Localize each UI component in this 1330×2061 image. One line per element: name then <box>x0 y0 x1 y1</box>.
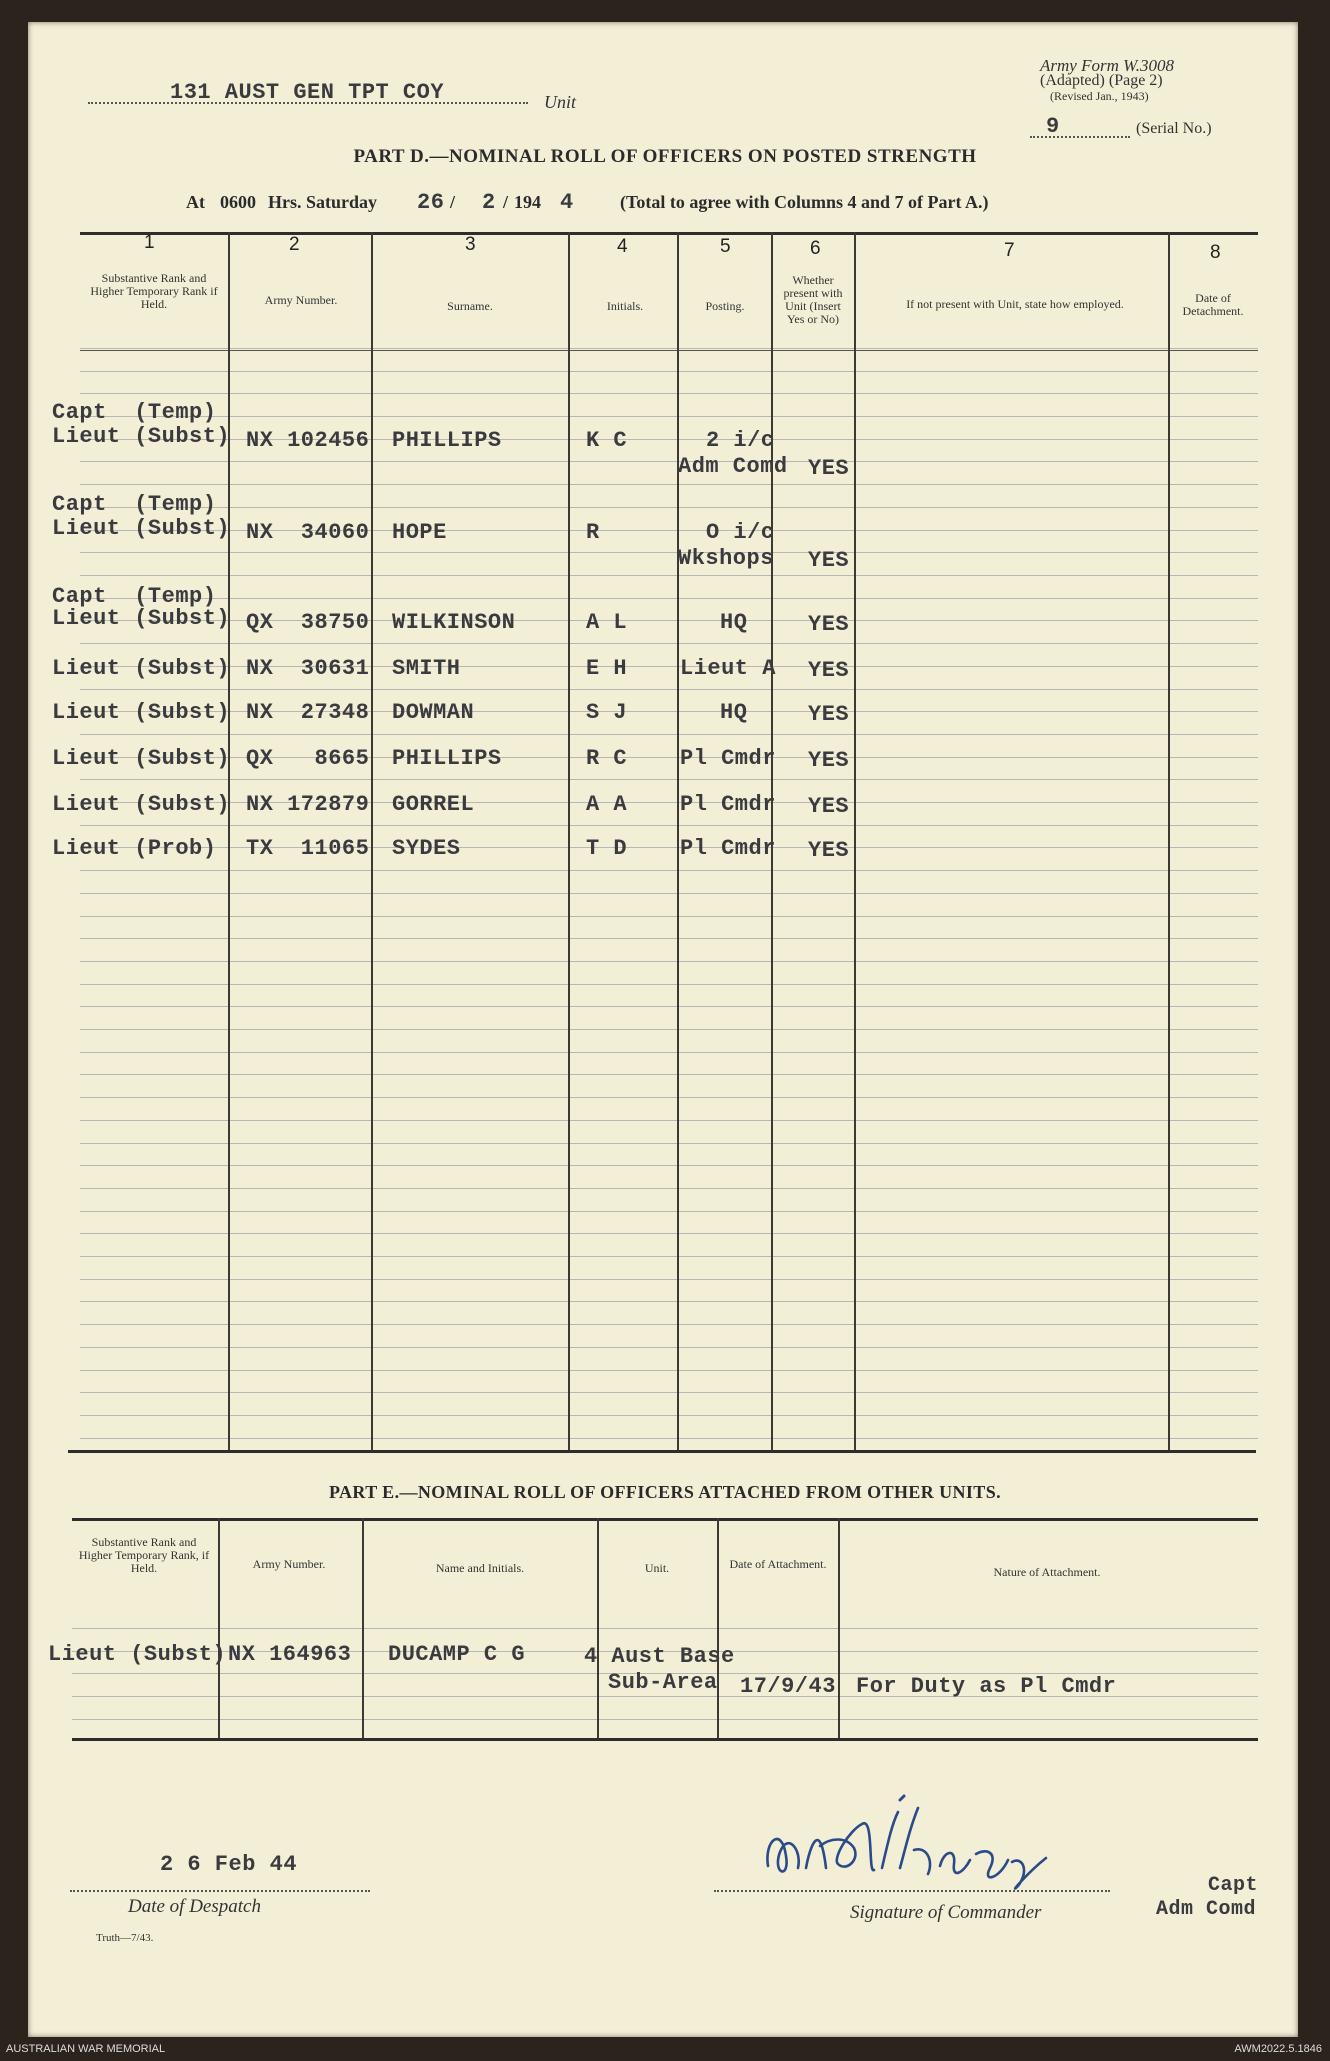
form-revised: (Revised Jan., 1943) <box>1050 89 1149 103</box>
ruled-line <box>80 598 1258 599</box>
posting-line-1: Pl Cmdr <box>680 836 776 861</box>
ruled-line <box>80 1029 1258 1030</box>
e-col-divider-1 <box>218 1518 220 1738</box>
signer-role: Adm Comd <box>1156 1898 1257 1921</box>
rank-temp: Capt (Temp) <box>52 584 217 609</box>
form-adapted: (Adapted) (Page 2) <box>1040 72 1163 89</box>
time-value: 0600 <box>220 192 256 212</box>
ruled-line <box>80 1324 1258 1325</box>
ruled-line <box>80 1392 1258 1393</box>
posting-line-1: Pl Cmdr <box>680 792 776 817</box>
ruled-line <box>80 507 1258 508</box>
ruled-line <box>80 961 1258 962</box>
ruled-line <box>80 984 1258 985</box>
col-header-not-present: If not present with Unit, state how employed. <box>906 297 1124 311</box>
date-year-digit: 4 <box>560 190 574 215</box>
serial-dotted-line <box>1030 136 1130 138</box>
ruled-line <box>80 461 1258 462</box>
date-sep-1: / <box>450 192 456 212</box>
army-number: QX 38750 <box>246 610 370 635</box>
total-note: (Total to agree with Columns 4 and 7 of Part A.) <box>620 192 989 212</box>
despatch-label: Date of Despatch <box>128 1896 261 1917</box>
e-unit-line-1: 4 Aust Base <box>584 1644 735 1669</box>
col-number-7: 7 <box>1004 240 1015 261</box>
ruled-line <box>80 575 1258 576</box>
ruled-line <box>80 779 1258 780</box>
posting-line-2: Wkshops <box>678 546 774 571</box>
posting-line-1: O i/c <box>706 520 775 545</box>
posting-line-2: Adm Comd <box>678 454 788 479</box>
ruled-line <box>80 1347 1258 1348</box>
ruled-line <box>80 393 1258 394</box>
ruled-line <box>80 1211 1258 1212</box>
army-number: NX 172879 <box>246 792 370 817</box>
part-d-top-rule <box>80 232 1258 235</box>
surname: PHILLIPS <box>392 428 502 453</box>
ruled-line <box>80 1370 1258 1371</box>
initials: S J <box>586 700 628 725</box>
present-value: YES <box>808 748 850 773</box>
army-number: QX 8665 <box>246 746 370 771</box>
unit-label: Unit <box>544 92 577 112</box>
army-number: NX 27348 <box>246 700 370 725</box>
initials: R C <box>586 746 628 771</box>
rank-subst: Lieut (Subst) <box>52 700 231 725</box>
posting-line-1: HQ <box>720 700 748 725</box>
posting-line-1: 2 i/c <box>706 428 775 453</box>
col-divider-7 <box>1168 232 1170 1450</box>
col-divider-4 <box>677 232 679 1450</box>
despatch-date: 2 6 Feb 44 <box>160 1852 298 1877</box>
initials: A L <box>586 610 628 635</box>
ruled-line <box>72 1628 1258 1629</box>
army-number: TX 11065 <box>246 836 370 861</box>
surname: DOWMAN <box>392 700 475 725</box>
surname: SYDES <box>392 836 461 861</box>
part-d-bottom-rule <box>68 1450 1256 1453</box>
rank-subst: Lieut (Subst) <box>52 606 231 631</box>
army-number: NX 30631 <box>246 656 370 681</box>
despatch-dotted-line <box>70 1890 370 1892</box>
ruled-line <box>80 371 1258 372</box>
e-army-number: NX 164963 <box>228 1642 352 1667</box>
hrs-label: Hrs. Saturday <box>268 192 378 212</box>
ruled-line <box>80 1097 1258 1098</box>
e-nature: For Duty as Pl Cmdr <box>856 1674 1117 1699</box>
initials: K C <box>586 428 628 453</box>
e-rank: Lieut (Subst) <box>48 1642 227 1667</box>
surname: PHILLIPS <box>392 746 502 771</box>
posting-line-1: Pl Cmdr <box>680 746 776 771</box>
present-value: YES <box>808 456 850 481</box>
surname: GORREL <box>392 792 475 817</box>
ruled-line <box>80 1165 1258 1166</box>
archive-label-right: AWM2022.5.1846 <box>1234 2043 1322 2055</box>
col-header-rank: Substantive Rank and Higher Temporary Rank if Held. <box>90 271 218 311</box>
commander-signature <box>750 1788 1110 1898</box>
ruled-line <box>80 1120 1258 1121</box>
col-number-1: 1 <box>144 232 155 253</box>
ruled-line <box>80 916 1258 917</box>
e-header-nature: Nature of Attachment. <box>993 1565 1101 1579</box>
date-month: 2 <box>482 190 496 215</box>
col-number-4: 4 <box>617 236 628 257</box>
signer-rank: Capt <box>1208 1874 1259 1897</box>
ruled-line <box>80 1301 1258 1302</box>
date-year-prefix: 194 <box>514 192 541 212</box>
serial-value: 9 <box>1046 114 1060 139</box>
present-value: YES <box>808 548 850 573</box>
ruled-line <box>80 893 1258 894</box>
ruled-line <box>80 689 1258 690</box>
col-number-5: 5 <box>720 236 731 257</box>
rank-temp: Capt (Temp) <box>52 492 217 517</box>
ruled-line <box>80 1006 1258 1007</box>
ruled-line <box>80 825 1258 826</box>
col-divider-3 <box>568 232 570 1450</box>
ruled-line <box>80 870 1258 871</box>
e-col-divider-5 <box>838 1518 840 1738</box>
date-sep-2: / <box>503 192 509 212</box>
surname: SMITH <box>392 656 461 681</box>
unit-value: 131 AUST GEN TPT COY <box>170 80 445 105</box>
rank-subst: Lieut (Subst) <box>52 516 231 541</box>
rank-subst: Lieut (Subst) <box>52 792 231 817</box>
ruled-line <box>80 1143 1258 1144</box>
ruled-line <box>80 643 1258 644</box>
col-number-3: 3 <box>465 234 476 255</box>
col-divider-6 <box>854 232 856 1450</box>
e-col-divider-4 <box>717 1518 719 1738</box>
header-bottom-rule <box>80 350 1258 351</box>
e-header-name: Name and Initials. <box>435 1561 525 1575</box>
col-header-army-number: Army Number. <box>264 293 338 307</box>
col-number-6: 6 <box>810 238 821 259</box>
e-col-divider-2 <box>362 1518 364 1738</box>
col-divider-1 <box>228 232 230 1450</box>
date-day: 26 <box>417 190 445 215</box>
ruled-line <box>80 1052 1258 1053</box>
signature-label: Signature of Commander <box>850 1902 1042 1923</box>
ruled-line <box>80 1438 1258 1439</box>
e-header-rank: Substantive Rank and Higher Temporary Rank, if Held. <box>78 1535 210 1575</box>
col-number-2: 2 <box>289 234 300 255</box>
posting-line-1: HQ <box>720 610 748 635</box>
rank-prob: Lieut (Prob) <box>52 836 217 861</box>
initials: R <box>586 520 600 545</box>
rank-subst: Lieut (Subst) <box>52 656 231 681</box>
rank-temp: Capt (Temp) <box>52 400 217 425</box>
at-label: At <box>186 192 205 212</box>
part-e-top-rule <box>72 1518 1258 1521</box>
initials: A A <box>586 792 628 817</box>
col-header-initials: Initials. <box>606 299 644 313</box>
army-number: NX 102456 <box>246 428 370 453</box>
ruled-line <box>72 1719 1258 1720</box>
rank-subst: Lieut (Subst) <box>52 746 231 771</box>
col-header-surname: Surname. <box>447 299 493 313</box>
present-value: YES <box>808 702 850 727</box>
e-unit-line-2: Sub-Area <box>608 1670 718 1695</box>
ruled-line <box>80 1188 1258 1189</box>
truth-imprint: Truth—7/43. <box>96 1932 154 1944</box>
e-header-unit: Unit. <box>644 1561 670 1575</box>
col-header-posting: Posting. <box>705 299 745 313</box>
e-date: 17/9/43 <box>740 1674 836 1699</box>
ruled-line <box>80 348 1258 349</box>
e-header-date: Date of Attachment. <box>729 1557 827 1571</box>
initials: T D <box>586 836 628 861</box>
part-e-title: PART E.—NOMINAL ROLL OF OFFICERS ATTACHED FROM OTHER UNITS. <box>328 1482 1002 1502</box>
present-value: YES <box>808 838 850 863</box>
archive-label-left: AUSTRALIAN WAR MEMORIAL <box>6 2043 166 2055</box>
present-value: YES <box>808 612 850 637</box>
col-header-detachment: Date of Detachment. <box>1182 291 1244 318</box>
surname: WILKINSON <box>392 610 516 635</box>
present-value: YES <box>808 794 850 819</box>
e-header-army-number: Army Number. <box>252 1557 326 1571</box>
serial-label: (Serial No.) <box>1136 120 1212 137</box>
part-d-title: PART D.—NOMINAL ROLL OF OFFICERS ON POSTED STRENGTH <box>353 146 977 167</box>
e-name: DUCAMP C G <box>388 1642 526 1667</box>
part-e-bottom-rule <box>72 1738 1258 1741</box>
ruled-line <box>80 1074 1258 1075</box>
present-value: YES <box>808 658 850 683</box>
col-number-8: 8 <box>1210 242 1221 263</box>
posting-line-1: Lieut A <box>680 656 776 681</box>
e-col-divider-3 <box>597 1518 599 1738</box>
ruled-line <box>80 552 1258 553</box>
ruled-line <box>80 1415 1258 1416</box>
rank-subst: Lieut (Subst) <box>52 424 231 449</box>
ruled-line <box>80 416 1258 417</box>
col-header-present: Whether present with Unit (Insert Yes or No) <box>783 273 843 326</box>
ruled-line <box>80 1233 1258 1234</box>
ruled-line <box>80 1256 1258 1257</box>
ruled-line <box>80 484 1258 485</box>
col-divider-2 <box>371 232 373 1450</box>
ruled-line <box>80 1279 1258 1280</box>
ruled-line <box>80 734 1258 735</box>
army-form-label: Army Form W.3008 <box>1040 56 1174 75</box>
initials: E H <box>586 656 628 681</box>
army-number: NX 34060 <box>246 520 370 545</box>
ruled-line <box>80 938 1258 939</box>
surname: HOPE <box>392 520 447 545</box>
signature-dotted-line <box>714 1890 1110 1892</box>
